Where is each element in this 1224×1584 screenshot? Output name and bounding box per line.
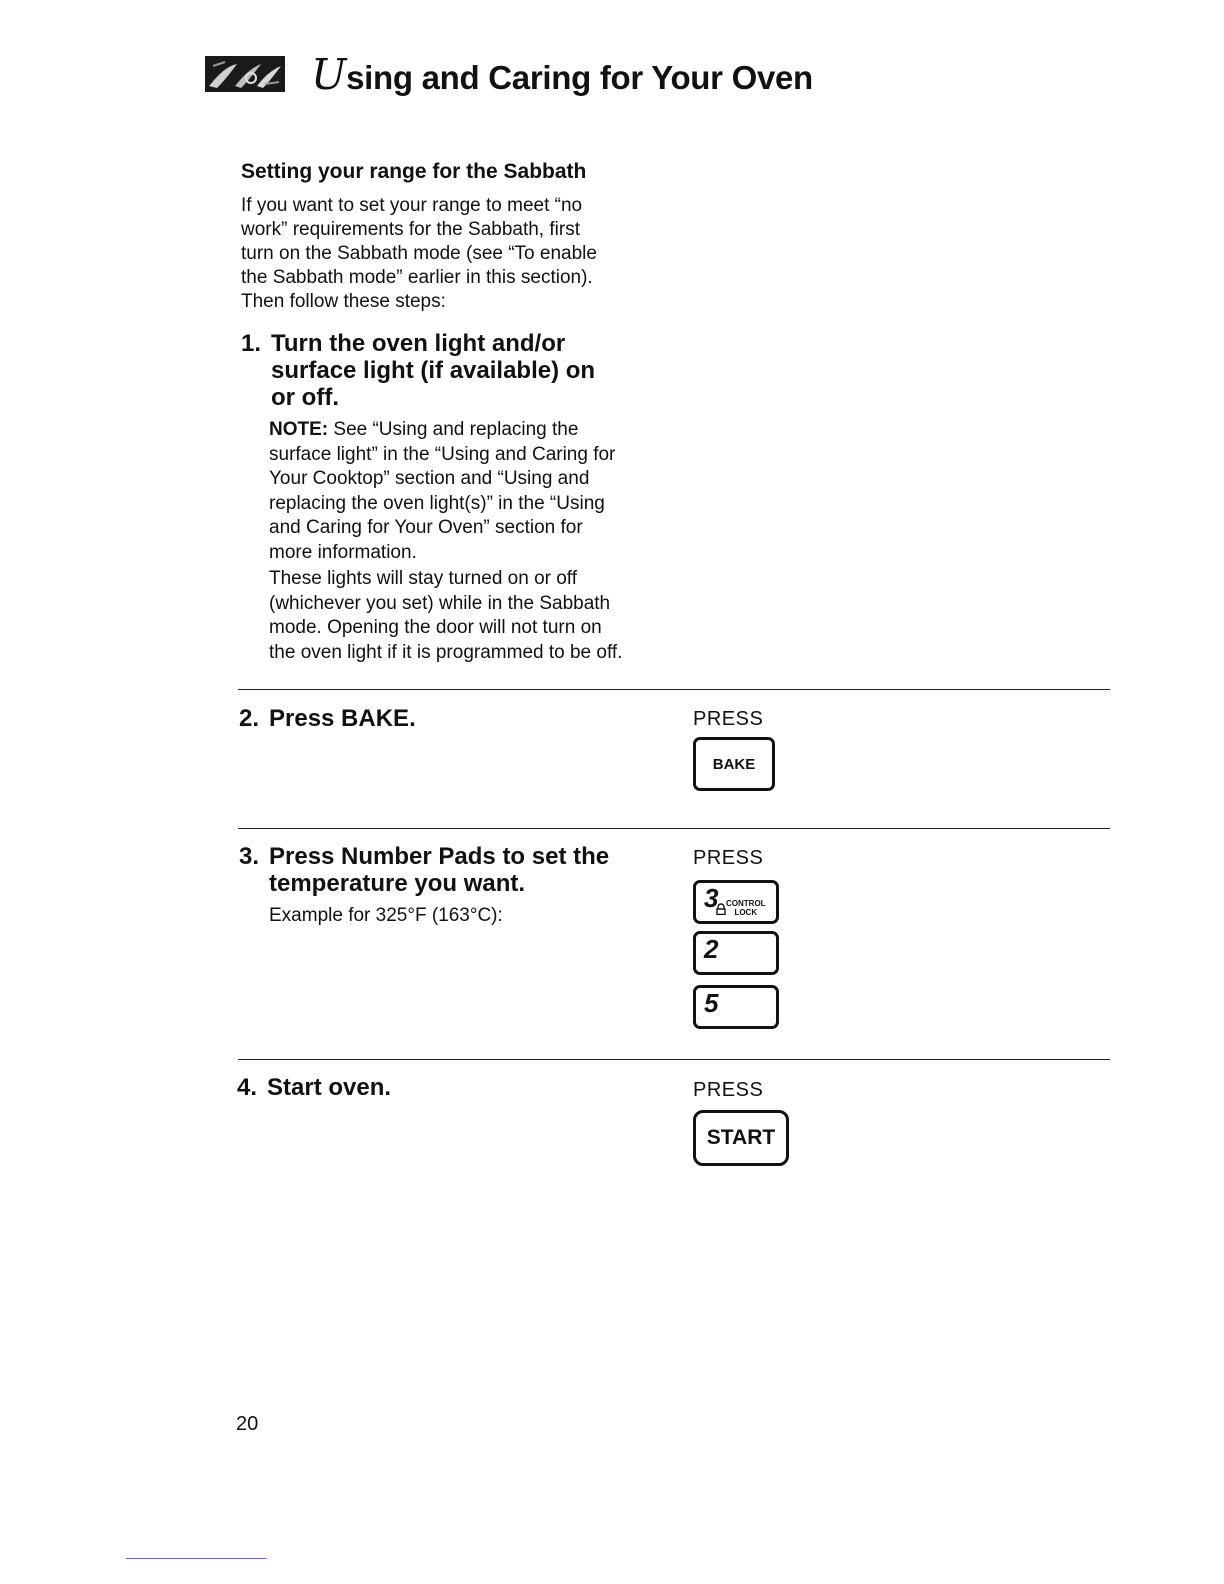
step-number: 4. (237, 1074, 258, 1101)
step-1-body (269, 567, 669, 665)
body-line: mode. Opening the door will not turn on (269, 617, 602, 638)
control-label: CONTROL (726, 899, 766, 908)
number-2-key[interactable] (693, 931, 779, 975)
note-line: more information. (269, 541, 417, 563)
step-title-text: Press BAKE. (269, 705, 416, 732)
intro-line: If you want to set your range to meet “no (241, 195, 583, 216)
page-header (205, 48, 813, 100)
intro-line: work” requirements for the Sabbath, first (241, 219, 580, 240)
step-title-line: or off. (271, 384, 339, 411)
page-title (311, 50, 813, 99)
decorative-logo-icon (205, 56, 285, 92)
lock-label: LOCK (734, 908, 758, 917)
start-key[interactable]: START (693, 1110, 789, 1166)
note-line: Your Cooktop” section and “Using and (269, 468, 590, 489)
body-line: These lights will stay turned on or off (269, 568, 578, 589)
control-lock-label (726, 899, 766, 917)
title-initial: U (311, 49, 347, 99)
divider (238, 1059, 1110, 1060)
step-4-title (237, 1074, 391, 1101)
press-label: PRESS (693, 847, 764, 869)
step-number: 1. (241, 330, 262, 357)
step-2-title (239, 705, 416, 732)
intro-paragraph (241, 194, 661, 314)
intro-line: Then follow these steps: (241, 291, 446, 312)
step-1-note (269, 418, 669, 565)
divider (238, 689, 1110, 690)
key-digit: 5 (704, 988, 719, 1018)
bake-key[interactable]: BAKE (693, 737, 775, 791)
step-1-title (241, 330, 595, 411)
step-number: 3. (239, 843, 260, 870)
step-title-line: Turn the oven light and/or (271, 330, 566, 357)
note-line: and Caring for Your Oven” section for (269, 517, 583, 538)
footer-line (126, 1558, 267, 1559)
step-title-line: surface light (if available) on (271, 357, 596, 384)
section-heading: Setting your range for the Sabbath (241, 160, 587, 183)
note-line: replacing the oven light(s)” in the “Using (269, 492, 605, 514)
step-3-example: Example for 325°F (163°C): (269, 905, 503, 926)
note-line: See “Using and replacing the (333, 419, 579, 440)
intro-line: turn on the Sabbath mode (see “To enable (241, 243, 597, 264)
divider (238, 828, 1110, 829)
body-line: (whichever you set) while in the Sabbath (269, 592, 611, 614)
step-number: 2. (239, 705, 260, 732)
press-label: PRESS (693, 708, 764, 730)
step-title-line: Press Number Pads to set the (269, 843, 610, 870)
key-digit: 3 (704, 883, 719, 913)
lock-icon (716, 903, 726, 915)
press-label: PRESS (693, 1079, 764, 1101)
number-3-control-lock-key[interactable] (693, 880, 779, 924)
title-rest: sing and Caring for Your Oven (346, 58, 813, 96)
number-5-key[interactable] (693, 985, 779, 1029)
page-number: 20 (236, 1413, 259, 1435)
note-label: NOTE: (269, 419, 329, 440)
key-digit: 2 (704, 934, 719, 964)
step-3-title (239, 843, 609, 897)
step-title-line: temperature you want. (269, 870, 526, 897)
intro-line: the Sabbath mode” earlier in this section). (241, 267, 593, 288)
step-title-text: Start oven. (267, 1074, 392, 1101)
body-line: the oven light if it is programmed to be off. (269, 641, 623, 663)
note-line: surface light” in the “Using and Caring for (269, 443, 616, 465)
